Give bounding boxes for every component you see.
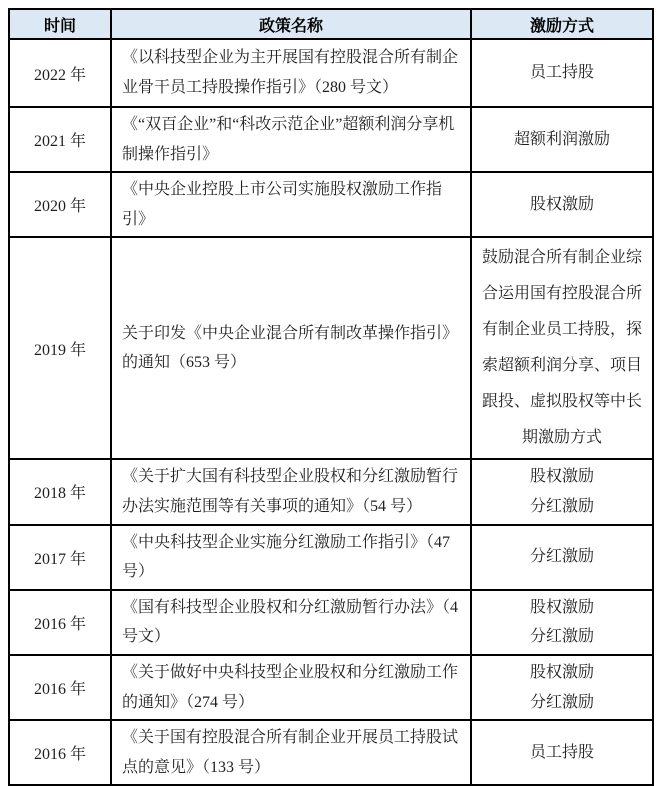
incentive-line: 超额利润激励 bbox=[513, 130, 610, 148]
incentive-line: 分红激励 bbox=[529, 548, 594, 566]
policy-table bbox=[8, 8, 654, 786]
incentive-line: 股权激励 bbox=[529, 195, 594, 213]
incentive-cell bbox=[471, 525, 653, 590]
incentive-line: 分红激励 bbox=[529, 693, 594, 711]
table-row bbox=[9, 655, 653, 720]
year-cell: 2019 年 bbox=[9, 237, 111, 459]
policy-cell: 《关于扩大国有科技型企业股权和分红激励暂行办法实施范围等有关事项的通知》（54 号） bbox=[111, 459, 471, 524]
table-row bbox=[9, 39, 653, 107]
incentive-line: 股权激励 bbox=[529, 598, 594, 616]
year-cell: 2018 年 bbox=[9, 459, 111, 524]
year-cell: 2016 年 bbox=[9, 590, 111, 655]
incentive-line: 员工持股 bbox=[529, 743, 594, 761]
table-row bbox=[9, 590, 653, 655]
table-row bbox=[9, 459, 653, 524]
year-cell: 2022 年 bbox=[9, 39, 111, 107]
table-row bbox=[9, 525, 653, 590]
col-header-time: 时间 bbox=[9, 9, 111, 39]
year-cell: 2016 年 bbox=[9, 655, 111, 720]
year-cell: 2016 年 bbox=[9, 720, 111, 785]
header-row bbox=[9, 9, 653, 39]
table-row bbox=[9, 172, 653, 237]
policy-cell: 《中央企业控股上市公司实施股权激励工作指引》 bbox=[111, 172, 471, 237]
policy-cell: 《中央科技型企业实施分红激励工作指引》（47 号） bbox=[111, 525, 471, 590]
incentive-line: 分红激励 bbox=[529, 628, 594, 646]
col-header-policy: 政策名称 bbox=[111, 9, 471, 39]
year-cell: 2017 年 bbox=[9, 525, 111, 590]
incentive-cell bbox=[471, 39, 653, 107]
incentive-cell bbox=[471, 655, 653, 720]
col-header-incentive: 激励方式 bbox=[471, 9, 653, 39]
incentive-line: 股权激励 bbox=[529, 468, 594, 486]
incentive-cell bbox=[471, 720, 653, 785]
table-row bbox=[9, 237, 653, 459]
year-cell: 2021 年 bbox=[9, 107, 111, 172]
table-row bbox=[9, 720, 653, 785]
incentive-line: 员工持股 bbox=[529, 64, 594, 82]
policy-cell: 《国有科技型企业股权和分红激励暂行办法》（4 号文） bbox=[111, 590, 471, 655]
policy-cell: 《关于国有控股混合所有制企业开展员工持股试点的意见》（133 号） bbox=[111, 720, 471, 785]
incentive-line: 鼓励混合所有制企业综合运用国有控股混合所有制企业员工持股，探索超额利润分享、项目跟投、虚拟股权等中长期激励方式 bbox=[481, 249, 642, 447]
policy-cell: 关于印发《中央企业混合所有制改革操作指引》的通知（653 号） bbox=[111, 237, 471, 459]
incentive-cell bbox=[471, 237, 653, 459]
policy-cell: 《“双百企业”和“科改示范企业”超额利润分享机制操作指引》 bbox=[111, 107, 471, 172]
table-row bbox=[9, 107, 653, 172]
policy-cell: 《关于做好中央科技型企业股权和分红激励工作的通知》（274 号） bbox=[111, 655, 471, 720]
incentive-cell bbox=[471, 107, 653, 172]
incentive-line: 股权激励 bbox=[529, 663, 594, 681]
incentive-cell bbox=[471, 459, 653, 524]
incentive-cell bbox=[471, 590, 653, 655]
incentive-cell bbox=[471, 172, 653, 237]
policy-cell: 《以科技型企业为主开展国有控股混合所有制企业骨干员工持股操作指引》（280 号文） bbox=[111, 39, 471, 107]
incentive-line: 分红激励 bbox=[529, 497, 594, 515]
year-cell: 2020 年 bbox=[9, 172, 111, 237]
